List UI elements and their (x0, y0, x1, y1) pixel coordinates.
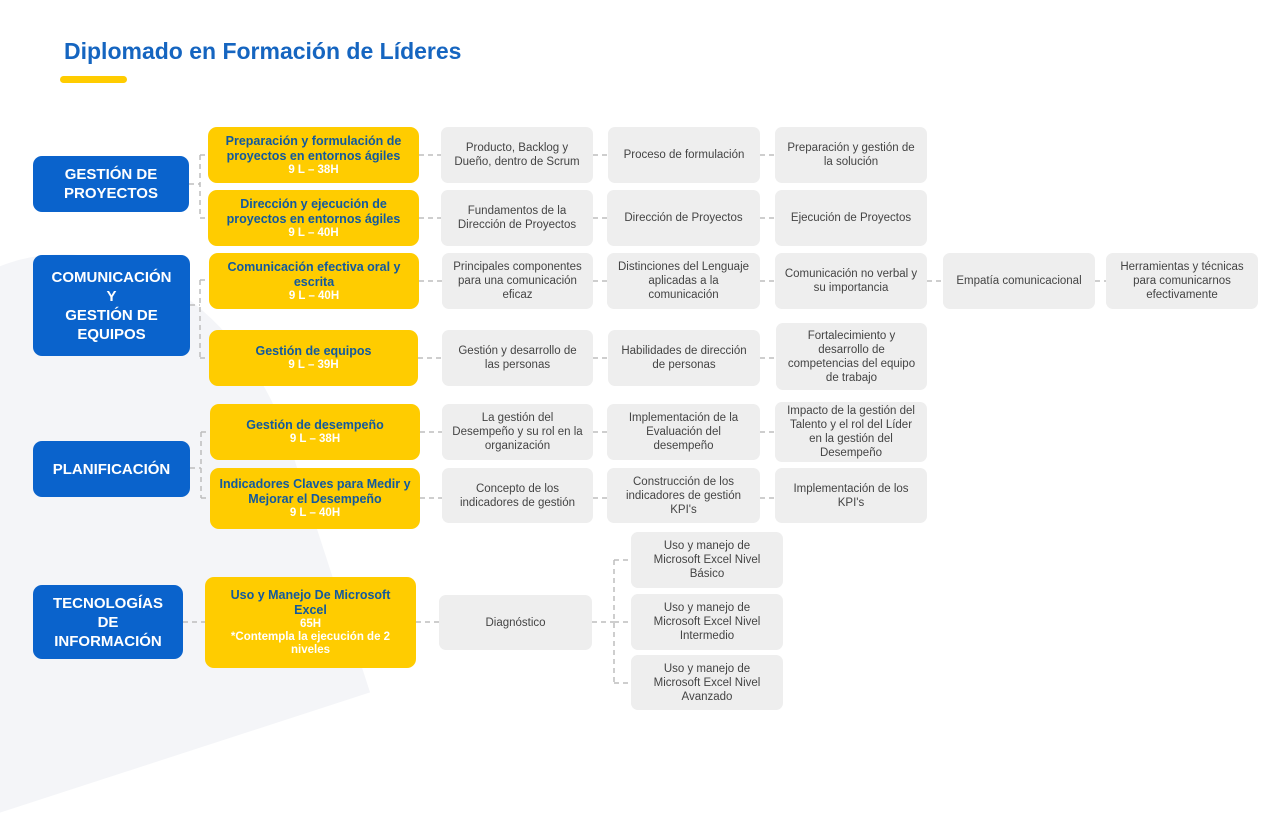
topic-box (441, 190, 593, 246)
topic-box (775, 190, 927, 246)
category-gestion-proyectos (33, 156, 189, 212)
course-title: Gestión de desempeño (246, 418, 384, 432)
topic-label: Implementación de los KPI's (793, 482, 909, 509)
course-microsoft-excel (205, 577, 416, 668)
topic-box (442, 253, 593, 309)
course-hours: 9 L – 40H (289, 507, 341, 519)
course-title: Uso y Manejo De Microsoft Excel (230, 588, 391, 617)
course-preparacion-formulacion (208, 127, 419, 183)
topic-box (775, 253, 927, 309)
topic-excel-avanzado (631, 655, 783, 710)
topic-label: Distinciones del Lenguaje aplicadas a la comunicación (617, 261, 750, 301)
course-title: Preparación y formulación de proyectos en entornos ágiles (225, 133, 402, 163)
page-title: Diplomado en Formación de Líderes (64, 38, 462, 64)
topic-box (776, 323, 927, 390)
course-title: Dirección y ejecución de proyectos en entornos ágiles (226, 196, 401, 226)
topic-excel-basico (631, 532, 783, 588)
course-note: *Contempla la ejecución de 2 niveles (230, 631, 391, 656)
course-title: Gestión de equipos (255, 344, 372, 358)
course-indicadores-claves (210, 468, 420, 529)
topic-box (441, 127, 593, 183)
course-title: Indicadores Claves para Medir y Mejorar el Desempeño (219, 477, 411, 506)
topic-box (607, 190, 760, 246)
category-label-line3: INFORMACIÓN (54, 632, 162, 650)
topic-label: La gestión del Desempeño y su rol en la organización (452, 412, 583, 452)
topic-box (442, 330, 593, 386)
topic-label: Implementación de la Evaluación del desempeño (628, 412, 739, 452)
topic-label: Concepto de los indicadores de gestión (459, 482, 576, 509)
topic-label: Dirección de Proyectos (624, 212, 743, 224)
topic-label: Fundamentos de la Dirección de Proyectos (457, 205, 577, 231)
category-planificacion (33, 441, 190, 497)
topic-label: Impacto de la gestión del Talento y el rol del Líder en la gestión del Desempeño (787, 405, 915, 459)
topic-label: Empatía comunicacional (956, 275, 1082, 287)
course-hours: 9 L – 38H (289, 433, 341, 445)
topic-label: Uso y manejo de Microsoft Excel Nivel Intermedio (653, 602, 761, 642)
topic-box (1106, 253, 1258, 309)
topic-box (775, 127, 927, 183)
topic-label: Diagnóstico (485, 616, 546, 629)
topic-box (775, 468, 927, 523)
topic-box (943, 253, 1095, 309)
topic-box (442, 468, 593, 523)
course-hours: 9 L – 40H (288, 289, 340, 302)
topic-box (608, 330, 760, 386)
category-tecnologias (33, 585, 183, 659)
topic-label: Uso y manejo de Microsoft Excel Nivel Básico (653, 540, 761, 580)
topic-label: Habilidades de dirección de personas (621, 345, 747, 371)
course-gestion-desempeno (210, 404, 420, 460)
title-underline (60, 76, 127, 83)
topic-box (607, 404, 760, 460)
category-label-line1: TECNOLOGÍAS (52, 594, 163, 612)
topic-diagnostico (439, 595, 592, 650)
course-comunicacion-efectiva (209, 253, 419, 309)
topic-label: Ejecución de Proyectos (790, 212, 912, 224)
course-title: Comunicación efectiva oral y escrita (227, 259, 401, 289)
topic-label: Gestión y desarrollo de las personas (458, 345, 577, 371)
category-label-line1: COMUNICACIÓN (51, 268, 172, 286)
topic-box (775, 402, 927, 462)
course-hours: 9 L – 39H (288, 359, 339, 371)
topic-label: Comunicación no verbal y su importancia (784, 268, 918, 294)
topic-label: Proceso de formulación (623, 149, 745, 161)
topic-label: Principales componentes para una comunicación eficaz (453, 261, 582, 301)
category-comunicacion (33, 255, 190, 356)
course-hours: 9 L – 38H (288, 163, 339, 176)
category-label: GESTIÓN DE PROYECTOS (64, 166, 158, 202)
category-label-line2: Y (106, 287, 117, 305)
topic-label: Fortalecimiento y desarrollo de competencias del equipo de trabajo (787, 329, 916, 384)
course-hours: 65H (299, 618, 322, 630)
category-label-line3: GESTIÓN DE EQUIPOS (65, 306, 158, 343)
topic-label: Preparación y gestión de la solución (787, 142, 915, 168)
topic-label: Herramientas y técnicas para comunicarnos efectivamente (1120, 261, 1244, 301)
topic-box (607, 468, 760, 523)
topic-box (607, 253, 760, 309)
course-gestion-equipos (209, 330, 418, 386)
topic-box (608, 127, 760, 183)
course-direccion-ejecucion (208, 190, 419, 246)
category-label: PLANIFICACIÓN (52, 460, 171, 478)
topic-excel-intermedio (631, 594, 783, 650)
topic-box (442, 404, 593, 460)
topic-label: Construcción de los indicadores de gestión KPI's (625, 475, 742, 516)
topic-label: Uso y manejo de Microsoft Excel Nivel Avanzado (653, 662, 761, 703)
course-hours: 9 L – 40H (288, 226, 339, 239)
category-label-line2: DE (97, 613, 119, 631)
topic-label: Producto, Backlog y Dueño, dentro de Scrum (454, 142, 580, 168)
